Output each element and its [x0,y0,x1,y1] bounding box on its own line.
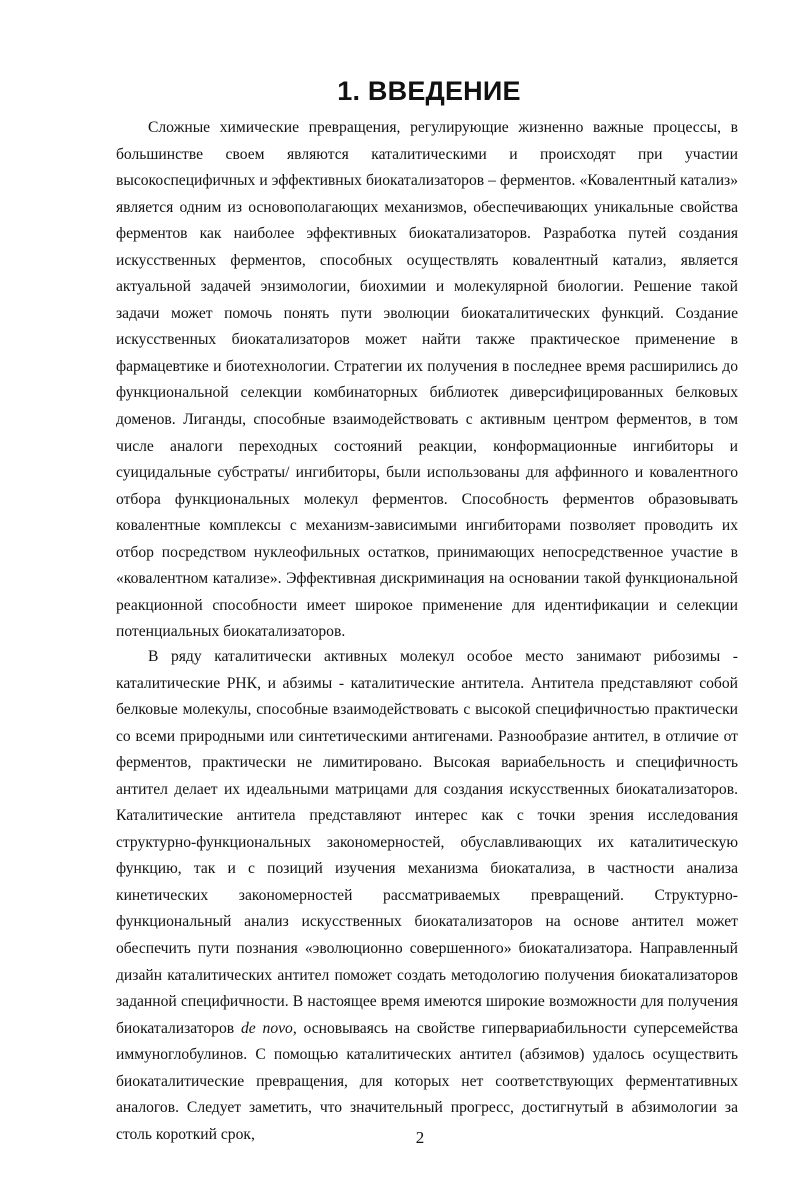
paragraph-2-text-end: , основываясь на свойстве гипервариабильности суперсемейства иммуноглобулинов. С помощью каталитических антител (абзимов) удалось осуществить биокаталитические превращения, для которых нет соответствующих ферментативных аналогов. Следует заметить, что значительный прогресс, достигнутый в абзимологии за столь короткий срок, [116,1019,738,1143]
section-heading: 1. ВВЕДЕНИЕ [337,76,521,106]
paragraph-2 [116,644,738,1148]
page-number: 2 [415,1128,425,1147]
paragraph-2-italic-term: de novo [240,1019,293,1037]
paragraph-1: Сложные химические превращения, регулирующие жизненно важные процессы, в большинстве своем являются каталитическими и происходят при участии высокоспецифичных и эффективных биокатализаторов – ферментов. «Ковалентный катализ» является одним из основополагающих механизмов, обеспечивающих уникальные свойства ферментов как наиболее эффективных биокатализаторов. Разработка путей создания искусственных ферментов, способных осуществлять ковалентный катализ, является актуальной задачей энзимологии, биохимии и молекулярной биологии. Решение такой задачи может помочь понять пути эволюции биокаталитических функций. Создание искусственных биокатализаторов может найти также практическое применение в фармацевтике и биотехнологии. Стратегии их получения в последнее время расширились до функциональной селекции комбинаторных библиотек диверсифицированных белковых доменов. Лиганды, способные взаимодействовать с активным центром ферментов, в том числе аналоги переходных состояний реакции, конформационные ингибиторы и суицидальные субстраты/ ингибиторы, были использованы для аффинного и ковалентного отбора функциональных молекул ферментов. Способность ферментов образовывать ковалентные комплексы с механизм-зависимыми ингибиторами позволяет проводить их отбор посредством нуклеофильных остатков, принимающих непосредственное участие в «ковалентном катализе». Эффективная дискриминация на основании такой функциональной реакционной способности имеет широкое применение для идентификации и селекции потенциальных биокатализаторов. [116,119,738,641]
paragraph-2-text-start: В ряду каталитически активных молекул особое место занимают рибозимы - каталитические РНК, и абзимы - каталитические антитела. Антитела представляют собой белковые молекулы, способные взаимодействовать с высокой специфичностью практически со всеми природными или синтетическими антигенами. Разнообразие антител, в отличие от ферментов, практически не лимитировано. Высокая вариабельность и специфичность антител делает их идеальными матрицами для создания искусственных биокатализаторов. Каталитические антитела представляют интерес как с точки зрения исследования структурно-функциональных закономерностей, обуславливающих их каталитическую функцию, так и с позиций изучения механизма биокатализа, в частности анализа кинетических закономерностей рассматриваемых превращений. Структурно-функциональный анализ искусственных биокатализаторов на основе антител может обеспечить пути познания «эволюционно совершенного» биокатализатора. Направленный дизайн каталитических антител поможет создать методологию получения биокатализаторов заданной специфичности. В настоящее время имеются широкие возможности для получения биокатализаторов [116,648,738,1037]
